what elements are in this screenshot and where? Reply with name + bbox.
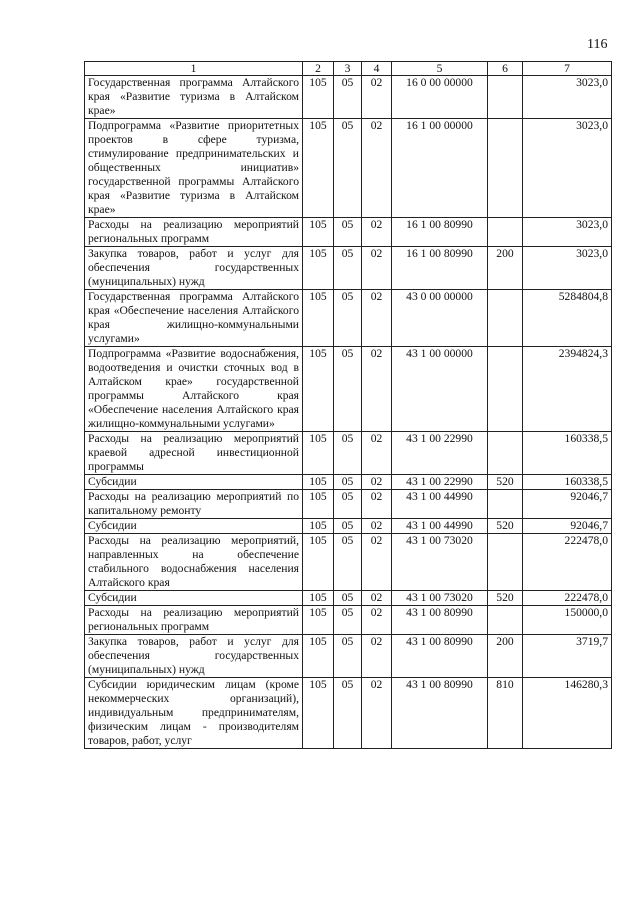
ministry-code-cell: 105 (303, 606, 334, 635)
table-row (85, 218, 612, 247)
target-article-code-cell: 43 1 00 80990 (392, 678, 488, 749)
ministry-code-cell: 105 (303, 76, 334, 119)
ministry-code-cell: 105 (303, 475, 334, 490)
section-code-cell: 05 (334, 490, 362, 519)
table-row (85, 119, 612, 218)
expense-type-code-cell: 200 (488, 247, 523, 290)
item-name-cell: Расходы на реализацию мероприятий региональных программ (85, 606, 303, 635)
subsection-code-cell: 02 (362, 591, 392, 606)
item-name-cell: Расходы на реализацию мероприятий, направленных на обеспечение стабильного водоснабжения населения Алтайского края (85, 534, 303, 591)
table-row (85, 678, 612, 749)
ministry-code-cell: 105 (303, 635, 334, 678)
expense-type-code-cell: 520 (488, 591, 523, 606)
target-article-code-cell: 43 1 00 80990 (392, 635, 488, 678)
target-article-code-cell: 43 0 00 00000 (392, 290, 488, 347)
column-header: 3 (334, 62, 362, 76)
amount-cell: 92046,7 (523, 490, 612, 519)
amount-cell: 146280,3 (523, 678, 612, 749)
expense-type-code-cell (488, 432, 523, 475)
item-name-cell: Закупка товаров, работ и услуг для обеспечения государственных (муниципальных) нужд (85, 635, 303, 678)
subsection-code-cell: 02 (362, 635, 392, 678)
ministry-code-cell: 105 (303, 218, 334, 247)
ministry-code-cell: 105 (303, 591, 334, 606)
column-header: 5 (392, 62, 488, 76)
target-article-code-cell: 43 1 00 80990 (392, 606, 488, 635)
subsection-code-cell: 02 (362, 218, 392, 247)
subsection-code-cell: 02 (362, 519, 392, 534)
target-article-code-cell: 16 0 00 00000 (392, 76, 488, 119)
table-row (85, 591, 612, 606)
item-name-cell: Государственная программа Алтайского края «Обеспечение населения Алтайского края жилищно-коммунальными услугами» (85, 290, 303, 347)
amount-cell: 3023,0 (523, 76, 612, 119)
table-row (85, 635, 612, 678)
item-name-cell: Субсидии (85, 519, 303, 534)
subsection-code-cell: 02 (362, 76, 392, 119)
target-article-code-cell: 43 1 00 44990 (392, 490, 488, 519)
expense-type-code-cell (488, 290, 523, 347)
amount-cell: 92046,7 (523, 519, 612, 534)
section-code-cell: 05 (334, 290, 362, 347)
section-code-cell: 05 (334, 76, 362, 119)
section-code-cell: 05 (334, 432, 362, 475)
expense-type-code-cell (488, 490, 523, 519)
target-article-code-cell: 43 1 00 73020 (392, 591, 488, 606)
target-article-code-cell: 43 1 00 44990 (392, 519, 488, 534)
subsection-code-cell: 02 (362, 678, 392, 749)
amount-cell: 150000,0 (523, 606, 612, 635)
table-body (85, 76, 612, 749)
amount-cell: 5284804,8 (523, 290, 612, 347)
section-code-cell: 05 (334, 678, 362, 749)
table-row (85, 290, 612, 347)
amount-cell: 3719,7 (523, 635, 612, 678)
item-name-cell: Закупка товаров, работ и услуг для обеспечения государственных (муниципальных) нужд (85, 247, 303, 290)
amount-cell: 2394824,3 (523, 347, 612, 432)
section-code-cell: 05 (334, 591, 362, 606)
amount-cell: 222478,0 (523, 591, 612, 606)
target-article-code-cell: 16 1 00 80990 (392, 218, 488, 247)
target-article-code-cell: 16 1 00 00000 (392, 119, 488, 218)
subsection-code-cell: 02 (362, 606, 392, 635)
column-header: 7 (523, 62, 612, 76)
section-code-cell: 05 (334, 247, 362, 290)
section-code-cell: 05 (334, 519, 362, 534)
table-row (85, 76, 612, 119)
ministry-code-cell: 105 (303, 347, 334, 432)
table-row (85, 490, 612, 519)
section-code-cell: 05 (334, 475, 362, 490)
item-name-cell: Субсидии (85, 591, 303, 606)
subsection-code-cell: 02 (362, 475, 392, 490)
subsection-code-cell: 02 (362, 347, 392, 432)
item-name-cell: Государственная программа Алтайского края «Развитие туризма в Алтайском крае» (85, 76, 303, 119)
amount-cell: 3023,0 (523, 218, 612, 247)
subsection-code-cell: 02 (362, 534, 392, 591)
expense-type-code-cell (488, 76, 523, 119)
expense-type-code-cell: 810 (488, 678, 523, 749)
subsection-code-cell: 02 (362, 490, 392, 519)
ministry-code-cell: 105 (303, 247, 334, 290)
page-number: 116 (587, 37, 608, 52)
ministry-code-cell: 105 (303, 490, 334, 519)
subsection-code-cell: 02 (362, 247, 392, 290)
table-row (85, 247, 612, 290)
expense-type-code-cell (488, 218, 523, 247)
target-article-code-cell: 43 1 00 00000 (392, 347, 488, 432)
table-row (85, 432, 612, 475)
ministry-code-cell: 105 (303, 519, 334, 534)
expense-type-code-cell (488, 606, 523, 635)
ministry-code-cell: 105 (303, 534, 334, 591)
amount-cell: 3023,0 (523, 119, 612, 218)
amount-cell: 160338,5 (523, 475, 612, 490)
section-code-cell: 05 (334, 218, 362, 247)
column-header: 2 (303, 62, 334, 76)
amount-cell: 3023,0 (523, 247, 612, 290)
expense-type-code-cell: 200 (488, 635, 523, 678)
section-code-cell: 05 (334, 119, 362, 218)
table-row (85, 475, 612, 490)
section-code-cell: 05 (334, 347, 362, 432)
item-name-cell: Расходы на реализацию мероприятий краевой адресной инвестиционной программы (85, 432, 303, 475)
ministry-code-cell: 105 (303, 678, 334, 749)
amount-cell: 222478,0 (523, 534, 612, 591)
column-header: 6 (488, 62, 523, 76)
subsection-code-cell: 02 (362, 432, 392, 475)
item-name-cell: Субсидии юридическим лицам (кроме некоммерческих организаций), индивидуальным предпринимателям, физическим лицам - производителям товаров, работ, услуг (85, 678, 303, 749)
budget-table (84, 61, 612, 749)
subsection-code-cell: 02 (362, 290, 392, 347)
item-name-cell: Подпрограмма «Развитие водоснабжения, водоотведения и очистки сточных вод в Алтайском крае» государственной программы Алтайского края «Обеспечение населения Алтайского края жилищно-коммунальными услугами» (85, 347, 303, 432)
item-name-cell: Расходы на реализацию мероприятий по капитальному ремонту (85, 490, 303, 519)
target-article-code-cell: 43 1 00 73020 (392, 534, 488, 591)
section-code-cell: 05 (334, 606, 362, 635)
expense-type-code-cell (488, 347, 523, 432)
target-article-code-cell: 43 1 00 22990 (392, 475, 488, 490)
expense-type-code-cell (488, 119, 523, 218)
column-header: 4 (362, 62, 392, 76)
column-header: 1 (85, 62, 303, 76)
item-name-cell: Расходы на реализацию мероприятий региональных программ (85, 218, 303, 247)
section-code-cell: 05 (334, 534, 362, 591)
target-article-code-cell: 43 1 00 22990 (392, 432, 488, 475)
expense-type-code-cell: 520 (488, 519, 523, 534)
expense-type-code-cell (488, 534, 523, 591)
expense-type-code-cell: 520 (488, 475, 523, 490)
table-row (85, 519, 612, 534)
table-row (85, 534, 612, 591)
subsection-code-cell: 02 (362, 119, 392, 218)
table-row (85, 606, 612, 635)
ministry-code-cell: 105 (303, 119, 334, 218)
table-header-row (85, 62, 612, 76)
item-name-cell: Субсидии (85, 475, 303, 490)
target-article-code-cell: 16 1 00 80990 (392, 247, 488, 290)
section-code-cell: 05 (334, 635, 362, 678)
ministry-code-cell: 105 (303, 290, 334, 347)
item-name-cell: Подпрограмма «Развитие приоритетных проектов в сфере туризма, стимулирование предпринимательских и общественных инициатив» государственной программы Алтайского края «Развитие туризма в Алтайском крае» (85, 119, 303, 218)
table-row (85, 347, 612, 432)
amount-cell: 160338,5 (523, 432, 612, 475)
ministry-code-cell: 105 (303, 432, 334, 475)
